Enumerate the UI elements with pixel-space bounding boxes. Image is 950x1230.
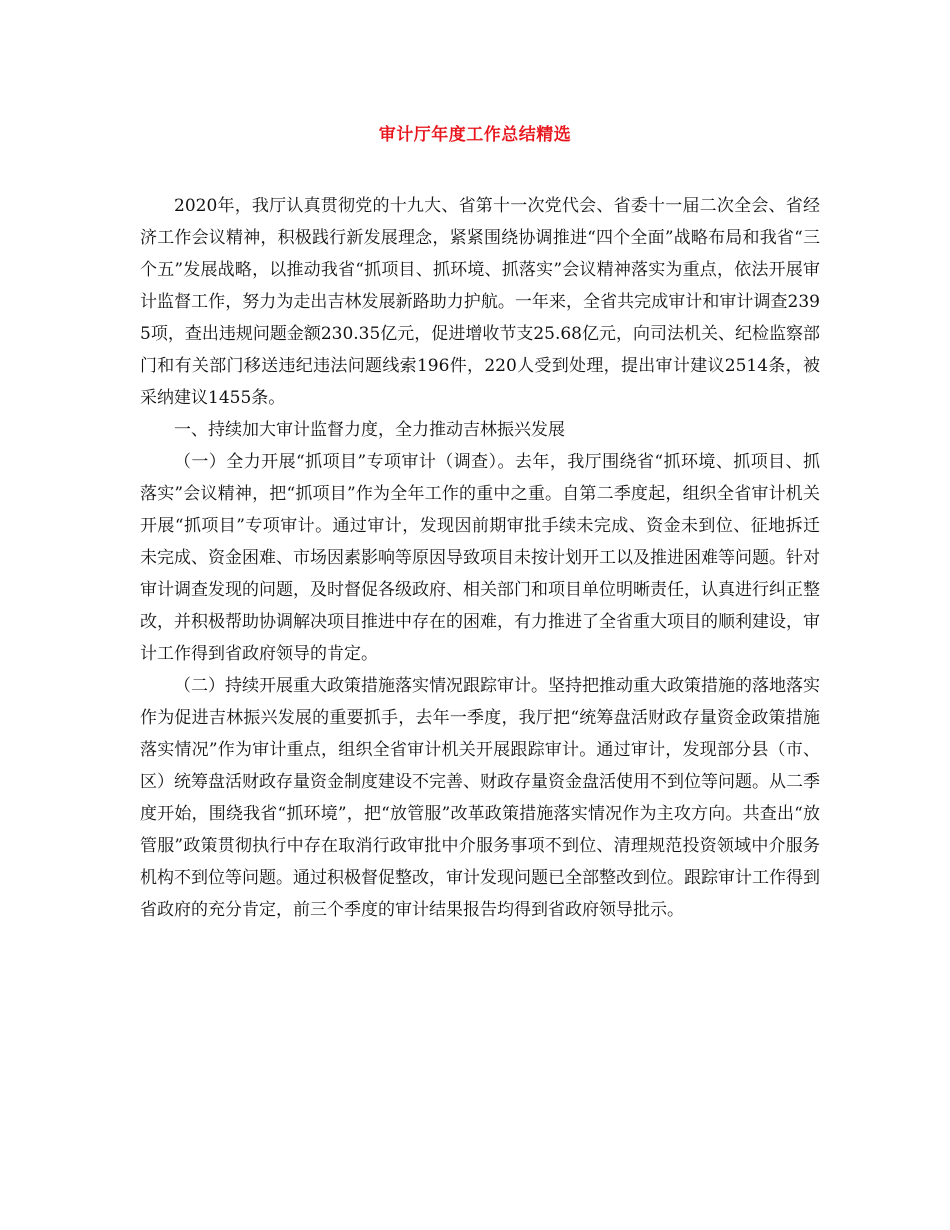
paragraph-1: （一）全力开展“抓项目”专项审计（调查）。去年，我厅围绕省“抓环境、抓项目、抓落实”会议精神，把“抓项目”作为全年工作的重中之重。自第二季度起，组织全省审计机关开展“抓项目”专项审计。通过审计，发现因前期审批手续未完成、资金未到位、征地拆迁未完成、资金困难、市场因素影响等原因导致项目未按计划开工以及推进困难等问题。针对审计调查发现的问题，及时督促各级政府、相关部门和项目单位明晰责任，认真进行纠正整改，并积极帮助协调解决项目推进中存在的困难，有力推进了全省重大项目的顺利建设，审计工作得到省政府领导的肯定。 [140,452,820,664]
document-title: 审计厅年度工作总结精选 [378,125,572,145]
paragraph-intro: 2020年，我厅认真贯彻党的十九大、省第十一次党代会、省委十一届二次全会、省经济工作会议精神，积极践行新发展理念，紧紧围绕协调推进“四个全面”战略布局和我省“三个五”发展战略，以推动我省“抓项目、抓环境、抓落实”会议精神落实为重点，依法开展审计监督工作，努力为走出吉林发展新路助力护航。一年来，全省共完成审计和审计调查2395项，查出违规问题金额230.35亿元，促进增收节支25.68亿元，向司法机关、纪检监察部门和有关部门移送违纪违法问题线索196件，220人受到处理，提出审计建议2514条，被采纳建议1455条。 [140,196,820,408]
paragraph-2: （二）持续开展重大政策措施落实情况跟踪审计。坚持把推动重大政策措施的落地落实作为促进吉林振兴发展的重要抓手，去年一季度，我厅把“统筹盘活财政存量资金政策措施落实情况”作为审计重点，组织全省审计机关开展跟踪审计。通过审计，发现部分县（市、区）统筹盘活财政存量资金制度建设不完善、财政存量资金盘活使用不到位等问题。从二季度开始，围绕我省“抓环境”，把“放管服”改革政策措施落实情况作为主攻方向。共查出“放管服”政策贯彻执行中存在取消行政审批中介服务事项不到位、清理规范投资领域中介服务机构不到位等问题。通过积极督促整改，审计发现问题已全部整改到位。跟踪审计工作得到省政府的充分肯定，前三个季度的审计结果报告均得到省政府领导批示。 [140,676,820,920]
section-heading-1: 一、持续加大审计监督力度，全力推动吉林振兴发展 [174,420,565,440]
document-body [140,190,820,926]
